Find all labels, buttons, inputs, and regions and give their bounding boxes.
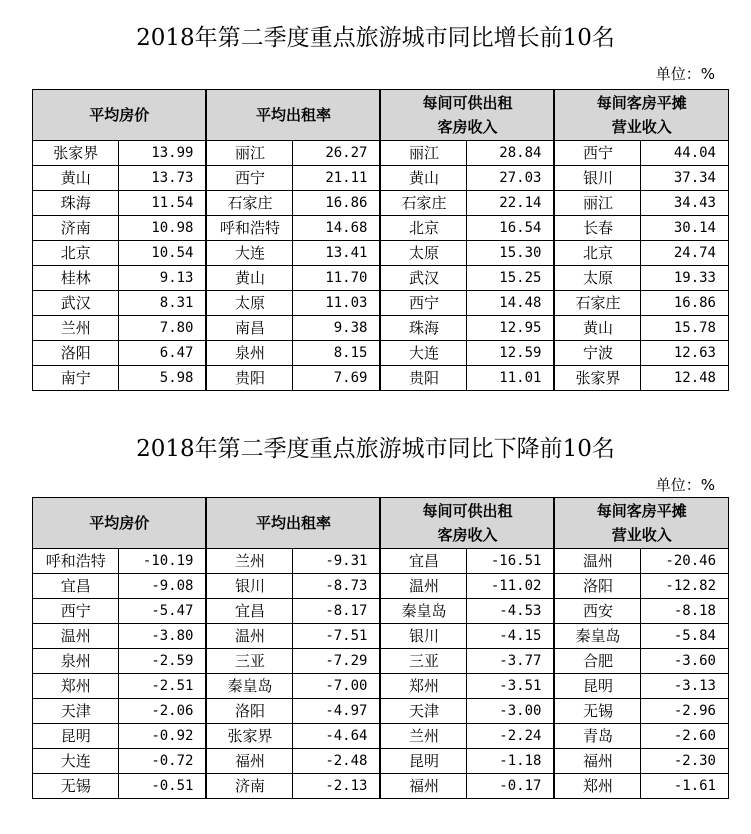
value-cell: 27.03 [467,166,555,191]
city-cell: 福州 [206,749,292,774]
value-cell: 13.41 [293,241,381,266]
table-row [33,291,729,316]
city-cell: 黄山 [33,166,119,191]
city-cell: 温州 [554,549,640,574]
city-cell: 张家界 [554,366,640,391]
value-cell: 12.48 [641,366,729,391]
table-row [33,366,729,391]
value-cell: -3.00 [467,699,555,724]
table-row [33,599,729,624]
city-cell: 北京 [380,216,466,241]
unit-label: 单位：% [655,476,715,494]
city-cell: 泉州 [33,649,119,674]
table-row [33,774,729,799]
value-cell: -12.82 [641,574,729,599]
value-cell: 14.48 [467,291,555,316]
city-cell: 丽江 [380,141,466,166]
decrease-table-body [33,549,729,799]
city-cell: 秦皇岛 [206,674,292,699]
city-cell: 洛阳 [33,341,119,366]
city-cell: 北京 [33,241,119,266]
city-cell: 大连 [33,749,119,774]
value-cell: 34.43 [641,191,729,216]
city-cell: 兰州 [206,549,292,574]
city-cell: 黄山 [206,266,292,291]
city-cell: 西宁 [380,291,466,316]
city-cell: 秦皇岛 [380,599,466,624]
value-cell: -16.51 [467,549,555,574]
city-cell: 郑州 [554,774,640,799]
table-row [33,316,729,341]
city-cell: 石家庄 [380,191,466,216]
city-cell: 温州 [33,624,119,649]
city-cell: 兰州 [380,724,466,749]
unit-label: 单位：% [655,65,715,83]
value-cell: -8.73 [293,574,381,599]
value-cell: 15.78 [641,316,729,341]
value-cell: -4.15 [467,624,555,649]
city-cell: 丽江 [206,141,292,166]
city-cell: 西宁 [206,166,292,191]
header-revenue-per-room: 每间客房平摊 营业收入 [554,498,728,549]
value-cell: -2.13 [293,774,381,799]
city-cell: 三亚 [206,649,292,674]
city-cell: 天津 [380,699,466,724]
table-row [33,724,729,749]
city-cell: 洛阳 [206,699,292,724]
value-cell: 19.33 [641,266,729,291]
table-row [33,574,729,599]
value-cell: 12.63 [641,341,729,366]
city-cell: 长春 [554,216,640,241]
value-cell: 21.11 [293,166,381,191]
city-cell: 昆明 [33,724,119,749]
city-cell: 桂林 [33,266,119,291]
value-cell: -9.31 [293,549,381,574]
value-cell: -8.17 [293,599,381,624]
city-cell: 宜昌 [33,574,119,599]
value-cell: -0.51 [119,774,207,799]
value-cell: 12.59 [467,341,555,366]
value-cell: -2.59 [119,649,207,674]
value-cell: 11.03 [293,291,381,316]
value-cell: 11.54 [119,191,207,216]
city-cell: 张家界 [33,141,119,166]
city-cell: 银川 [554,166,640,191]
city-cell: 泉州 [206,341,292,366]
value-cell: 10.98 [119,216,207,241]
table-row [33,341,729,366]
city-cell: 无锡 [33,774,119,799]
table-row [33,191,729,216]
header-avg-room-price: 平均房价 [33,498,207,549]
table-row [33,241,729,266]
value-cell: -2.96 [641,699,729,724]
city-cell: 昆明 [380,749,466,774]
city-cell: 昆明 [554,674,640,699]
value-cell: -3.77 [467,649,555,674]
value-cell: -11.02 [467,574,555,599]
value-cell: 7.69 [293,366,381,391]
city-cell: 武汉 [33,291,119,316]
city-cell: 秦皇岛 [554,624,640,649]
city-cell: 黄山 [380,166,466,191]
table-row [33,549,729,574]
value-cell: -4.64 [293,724,381,749]
table-row [33,624,729,649]
city-cell: 宜昌 [206,599,292,624]
header-occupancy-rate: 平均出租率 [206,498,380,549]
value-cell: 9.13 [119,266,207,291]
city-cell: 温州 [380,574,466,599]
value-cell: -10.19 [119,549,207,574]
header-occupancy-rate: 平均出租率 [206,90,380,141]
city-cell: 黄山 [554,316,640,341]
city-cell: 宜昌 [380,549,466,574]
table-row [33,649,729,674]
value-cell: -0.17 [467,774,555,799]
value-cell: 8.15 [293,341,381,366]
value-cell: 10.54 [119,241,207,266]
city-cell: 温州 [206,624,292,649]
value-cell: 13.73 [119,166,207,191]
header-revenue-per-room: 每间客房平摊 营业收入 [554,90,728,141]
value-cell: -2.24 [467,724,555,749]
header-row [33,498,729,549]
value-cell: -0.92 [119,724,207,749]
table-row [33,266,729,291]
header-row [33,90,729,141]
city-cell: 北京 [554,241,640,266]
city-cell: 三亚 [380,649,466,674]
city-cell: 合肥 [554,649,640,674]
value-cell: 24.74 [641,241,729,266]
value-cell: 13.99 [119,141,207,166]
value-cell: -2.60 [641,724,729,749]
table-row [33,674,729,699]
city-cell: 福州 [380,774,466,799]
value-cell: -0.72 [119,749,207,774]
city-cell: 太原 [554,266,640,291]
table-row [33,141,729,166]
city-cell: 西安 [554,599,640,624]
city-cell: 福州 [554,749,640,774]
value-cell: 15.30 [467,241,555,266]
city-cell: 珠海 [33,191,119,216]
value-cell: 16.86 [293,191,381,216]
value-cell: 12.95 [467,316,555,341]
value-cell: 30.14 [641,216,729,241]
city-cell: 武汉 [380,266,466,291]
value-cell: -3.80 [119,624,207,649]
value-cell: -3.60 [641,649,729,674]
city-cell: 珠海 [380,316,466,341]
header-avg-room-price: 平均房价 [33,90,207,141]
city-cell: 石家庄 [554,291,640,316]
value-cell: -9.08 [119,574,207,599]
value-cell: 9.38 [293,316,381,341]
city-cell: 银川 [206,574,292,599]
header-revpar: 每间可供出租 客房收入 [380,90,554,141]
header-revpar: 每间可供出租 客房收入 [380,498,554,549]
city-cell: 宁波 [554,341,640,366]
table-row [33,166,729,191]
city-cell: 天津 [33,699,119,724]
city-cell: 石家庄 [206,191,292,216]
value-cell: 5.98 [119,366,207,391]
city-cell: 南宁 [33,366,119,391]
value-cell: -1.61 [641,774,729,799]
value-cell: 16.86 [641,291,729,316]
table-title: 2018年第二季度重点旅游城市同比下降前10名 [136,436,615,462]
value-cell: 14.68 [293,216,381,241]
value-cell: -1.18 [467,749,555,774]
city-cell: 银川 [380,624,466,649]
city-cell: 贵阳 [380,366,466,391]
city-cell: 济南 [206,774,292,799]
value-cell: 11.70 [293,266,381,291]
value-cell: -2.48 [293,749,381,774]
value-cell: 44.04 [641,141,729,166]
value-cell: -3.13 [641,674,729,699]
value-cell: 28.84 [467,141,555,166]
city-cell: 大连 [206,241,292,266]
increase-table-body [33,141,729,391]
city-cell: 张家界 [206,724,292,749]
value-cell: -4.97 [293,699,381,724]
increase-table [32,89,729,391]
table-row [33,749,729,774]
value-cell: -7.00 [293,674,381,699]
city-cell: 太原 [380,241,466,266]
city-cell: 呼和浩特 [33,549,119,574]
city-cell: 太原 [206,291,292,316]
value-cell: -20.46 [641,549,729,574]
city-cell: 洛阳 [554,574,640,599]
city-cell: 丽江 [554,191,640,216]
city-cell: 济南 [33,216,119,241]
decrease-table [32,497,729,799]
value-cell: -4.53 [467,599,555,624]
city-cell: 郑州 [380,674,466,699]
value-cell: 6.47 [119,341,207,366]
value-cell: -5.47 [119,599,207,624]
city-cell: 贵阳 [206,366,292,391]
value-cell: 11.01 [467,366,555,391]
table-row [33,216,729,241]
value-cell: 8.31 [119,291,207,316]
city-cell: 无锡 [554,699,640,724]
value-cell: 16.54 [467,216,555,241]
value-cell: -2.30 [641,749,729,774]
table-title: 2018年第二季度重点旅游城市同比增长前10名 [136,25,615,51]
city-cell: 兰州 [33,316,119,341]
value-cell: -2.06 [119,699,207,724]
value-cell: -7.29 [293,649,381,674]
value-cell: 7.80 [119,316,207,341]
value-cell: 37.34 [641,166,729,191]
table-row [33,699,729,724]
city-cell: 呼和浩特 [206,216,292,241]
city-cell: 西宁 [33,599,119,624]
value-cell: 15.25 [467,266,555,291]
value-cell: 22.14 [467,191,555,216]
value-cell: -3.51 [467,674,555,699]
city-cell: 大连 [380,341,466,366]
city-cell: 西宁 [554,141,640,166]
value-cell: -8.18 [641,599,729,624]
city-cell: 南昌 [206,316,292,341]
city-cell: 郑州 [33,674,119,699]
value-cell: 26.27 [293,141,381,166]
city-cell: 青岛 [554,724,640,749]
value-cell: -2.51 [119,674,207,699]
value-cell: -7.51 [293,624,381,649]
value-cell: -5.84 [641,624,729,649]
